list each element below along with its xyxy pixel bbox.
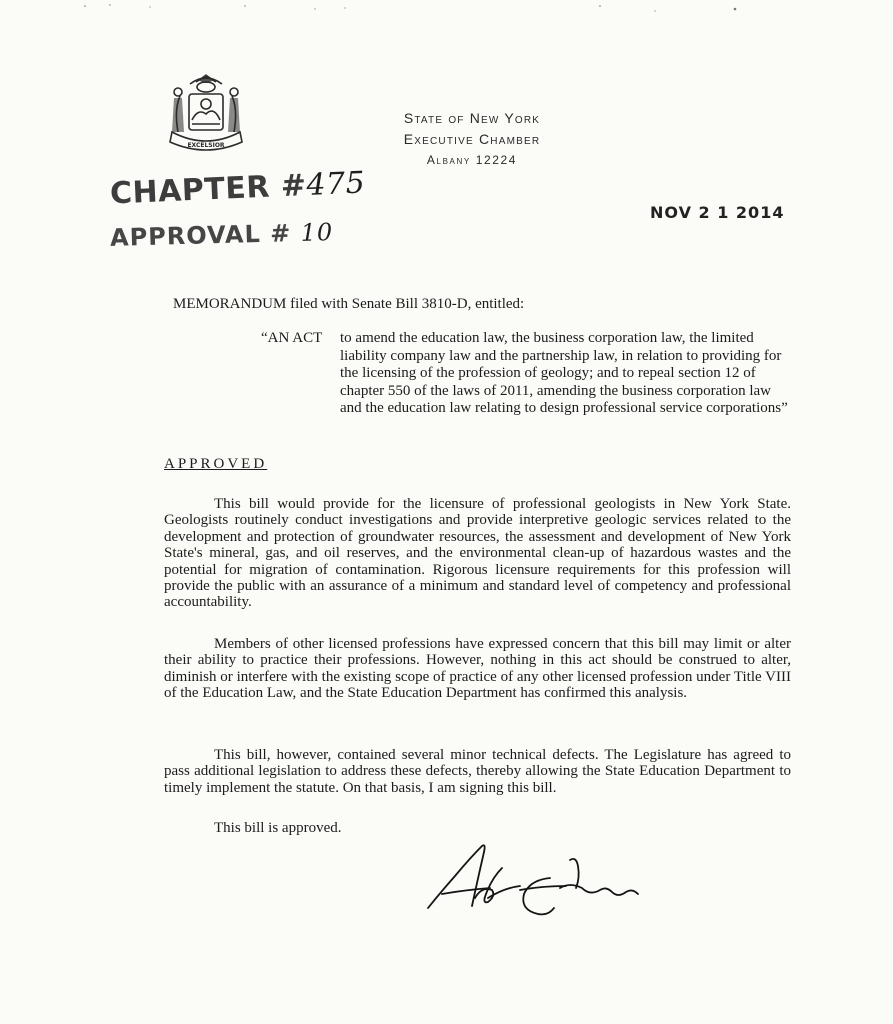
approved-heading: APPROVED xyxy=(164,456,268,472)
memo-paragraph-2: Members of other licensed professions have expressed concern that this bill may limit or alter their ability to practice their professions. However, nothing in this act should be construed to alter, diminish or interfere with the existing scope of practice of any other licensed profession under Title VIII of the Education Law, and the State Education Department has confirmed this analysis. xyxy=(164,636,791,702)
chapter-stamp xyxy=(109,165,366,211)
letterhead-state: State of New York xyxy=(403,110,541,126)
memo-intro: MEMORANDUM filed with Senate Bill 3810-D, entitled: xyxy=(173,296,525,312)
handwritten-signature-icon xyxy=(420,838,650,928)
scan-specks xyxy=(0,0,893,20)
new-york-state-seal-icon xyxy=(158,70,254,160)
date-stamp: NOV 2 1 2014 xyxy=(650,203,785,222)
act-title: to amend the education law, the business corporation law, the limited liability company law and the partnership law, in relation to providing for the licensing of the profession of geology; and to repeal section 12 of chapter 550 of the laws of 2011, amending the business corporation law and the education law relating to design professional service corporations” xyxy=(340,330,788,416)
memo-paragraph-3: This bill, however, contained several minor technical defects. The Legislature has agreed to pass additional legislation to address these defects, thereby allowing the State Education Department to timely implement the statute. On that basis, I am signing this bill. xyxy=(164,747,791,796)
approval-stamp-label: APPROVAL # xyxy=(109,219,292,252)
letterhead-chamber: Executive Chamber xyxy=(403,131,541,147)
svg-text:EXCELSIOR: EXCELSIOR xyxy=(187,142,225,149)
closing-line: This bill is approved. xyxy=(214,820,342,836)
chapter-stamp-label: CHAPTER # xyxy=(109,168,308,212)
chapter-number: 475 xyxy=(305,165,366,203)
approval-stamp xyxy=(110,218,334,252)
approval-number: 10 xyxy=(300,218,334,247)
letterhead-address: Albany 12224 xyxy=(426,153,518,167)
act-label: “AN ACT xyxy=(261,330,323,346)
memo-paragraph-1: This bill would provide for the licensure of professional geologists in New York State. Geologists routinely conduct investigations and provide interpretive geologic services related to the development and protection of groundwater resources, the assessment and development of New York State's mineral, gas, and oil reserves, and the environmental clean-up of hazardous wastes and the potential for migration of contamination. Rigorous licensure requirements for this profession will provide the public with an assurance of a minimum and standard level of competency and professional accountability. xyxy=(164,496,791,611)
letterhead xyxy=(372,108,572,171)
